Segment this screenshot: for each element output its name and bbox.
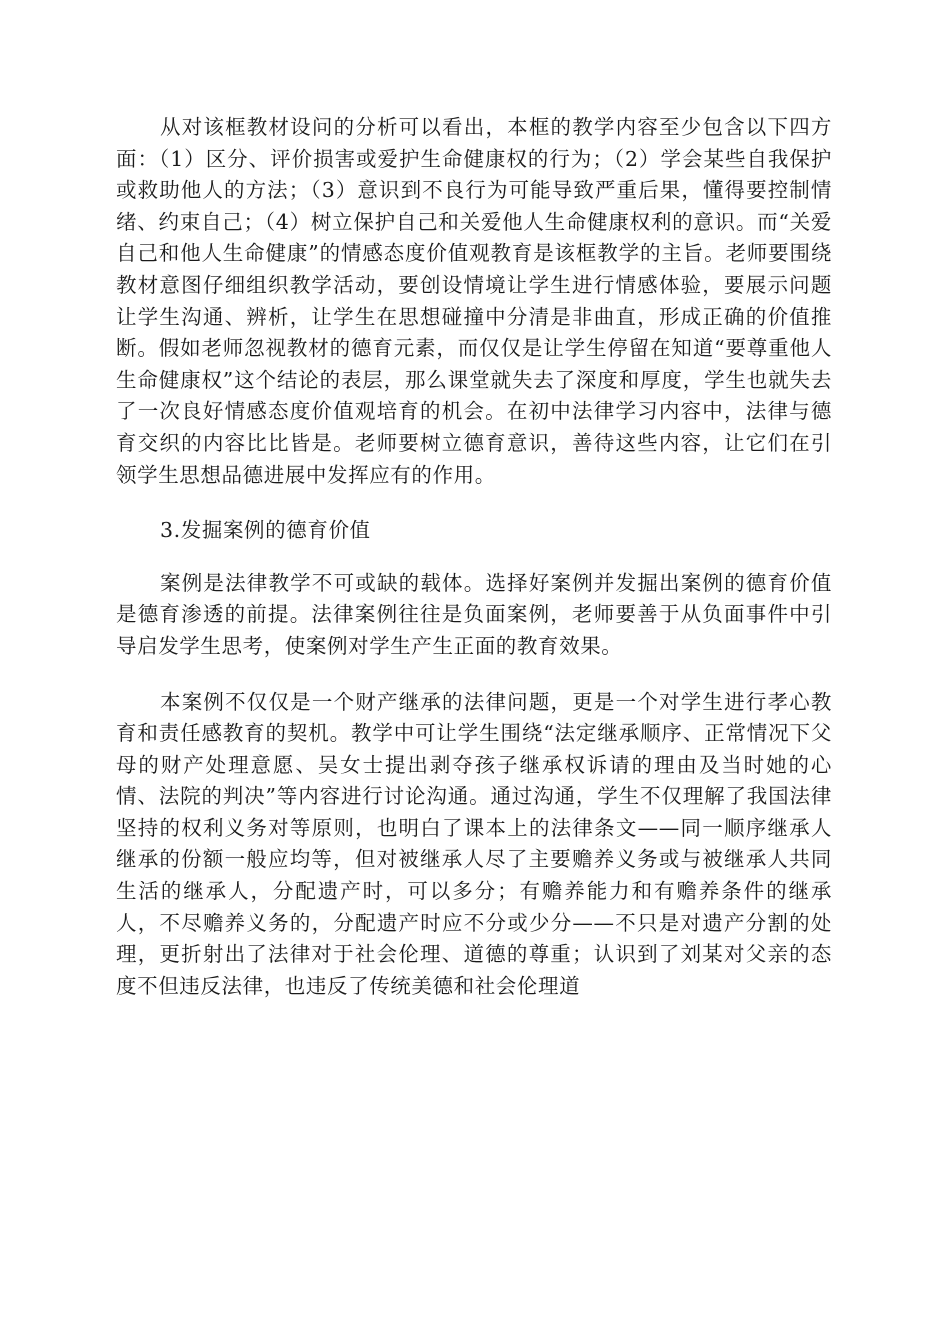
paragraph-case-carrier: 案例是法律教学不可或缺的载体。选择好案例并发掘出案例的德育价值是德育渗透的前提。法律案例往往是负面案例，老师要善于从负面事件中引导启发学生思考，使案例对学生产生正面的教育效果。 [116,570,832,658]
paragraph-case-analysis: 本案例不仅仅是一个财产继承的法律问题，更是一个对学生进行孝心教育和责任感教育的契机。教学中可让学生围绕“法定继承顺序、正常情况下父母的财产处理意愿、吴女士提出剥夺孩子继承权诉请的理由及当时她的心情、法院的判决”等内容进行讨论沟通。通过沟通，学生不仅理解了我国法律坚持的权利义务对等原则，也明白了课本上的法律条文——同一顺序继承人继承的份额一般应均等，但对被继承人尽了主要赡养义务或与被继承人共同生活的继承人，分配遗产时，可以多分；有赡养能力和有赡养条件的继承人，不尽赡养义务的，分配遗产时应不分或少分——不只是对遗产分割的处理，更折射出了法律对于社会伦理、道德的尊重；认识到了刘某对父亲的态度不但违反法律，也违反了传统美德和社会伦理道 [116,689,832,998]
document-page [116,112,832,1002]
paragraph-teaching-content: 从对该框教材设问的分析可以看出，本框的教学内容至少包含以下四方面：（1）区分、评价损害或爱护生命健康权的行为；（2）学会某些自我保护或救助他人的方法；（3）意识到不良行为可能导致严重后果，懂得要控制情绪、约束自己；（4）树立保护自己和关爱他人生命健康权利的意识。而“关爱自己和他人生命健康”的情感态度价值观教育是该框教学的主旨。老师要围绕教材意图仔细组织教学活动，要创设情境让学生进行情感体验，要展示问题让学生沟通、辨析，让学生在思想碰撞中分清是非曲直，形成正确的价值推断。假如老师忽视教材的德育元素，而仅仅是让学生停留在知道“要尊重他人生命健康权”这个结论的表层，那么课堂就失去了深度和厚度，学生也就失去了一次良好情感态度价值观培育的机会。在初中法律学习内容中，法律与德育交织的内容比比皆是。老师要树立德育意识，善待这些内容，让它们在引领学生思想品德进展中发挥应有的作用。 [116,115,832,487]
section-heading: 3.发掘案例的德育价值 [160,518,371,543]
